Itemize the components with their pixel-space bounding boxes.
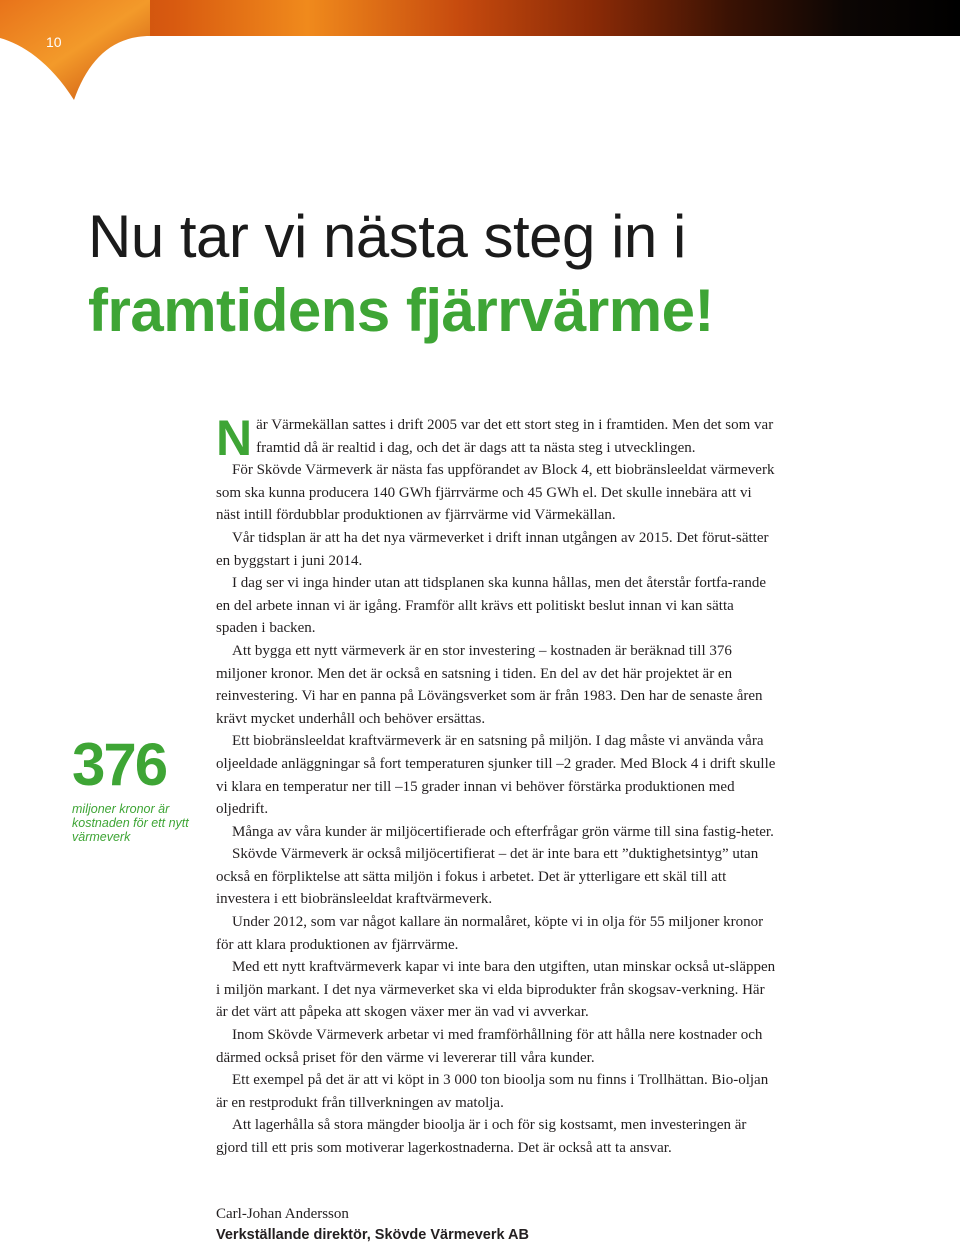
headline-line-2: framtidens fjärrvärme! (88, 277, 714, 344)
signature-name: Carl-Johan Andersson (216, 1206, 349, 1222)
body-paragraph: Att lagerhålla så stora mängder bioolja är i och för sig kostsamt, men investeringen är gjord till ett pris som motiverar lagerkostnaderna. Det är också att ta ansvar. (216, 1117, 747, 1156)
page-number: 10 (46, 34, 62, 50)
headline (88, 200, 908, 348)
signature-title: Verkställande direktör, Skövde Värmeverk AB (216, 1227, 529, 1243)
flame-swoosh-graphic (0, 0, 150, 110)
body-paragraph: Skövde Värmeverk är också miljöcertifierat – det är inte bara ett ”duktighetsintyg” utan också en förpliktelse att sätta miljön i fokus i arbetet. Det är ytterligare ett skäl till att investera i ett biobränsleeldat kraftvärmeverk. (216, 846, 759, 908)
stat-number: 376 (72, 731, 167, 798)
stat-caption: miljoner kronor är kostnaden för ett nytt värmeverk (72, 802, 189, 844)
body-paragraph: Att bygga ett nytt värmeverk är en stor investering – kostnaden är beräknad till 376 miljoner kronor. Men det är också en satsning i tiden. En del av det här projektet är en reinvestering. Vi har en panna på Lövängsverket som är från 1983. Den har de senaste åren krävt mycket underhåll och behöver ersättas. (216, 642, 763, 727)
body-paragraph: För Skövde Värmeverk är nästa fas uppförandet av Block 4, ett biobränsleeldat värmeverk som ska kunna producera 140 GWh fjärrvärme och 45 GWh el. Det skulle innebära att vi näst intill fördubblar produktionen av fjärrvärme vid Värmekällan. (216, 462, 775, 524)
body-paragraph: Många av våra kunder är miljöcertifierade och efterfrågar grön värme till sina fastig-heter. (232, 823, 774, 840)
body-paragraph-text: är Värmekällan sattes i drift 2005 var det ett stort steg in i framtiden. Men det som var framtid då är realtid i dag, och det är dags att ta nästa steg i utvecklingen. (256, 417, 774, 456)
body-paragraph: Vår tidsplan är att ha det nya värmeverket i drift innan utgången av 2015. Det förut-sätter en byggstart i juni 2014. (216, 529, 769, 569)
body-paragraph: Ett exempel på det är att vi köpt in 3 000 ton bioolja som nu finns i Trollhättan. Bio-oljan är en restprodukt från tillverkningen av matolja. (216, 1072, 769, 1111)
body-text (216, 410, 776, 1160)
body-paragraph: Ett biobränsleeldat kraftvärmeverk är en satsning på miljön. I dag måste vi använda våra oljeeldade anläggningar så fort temperaturen sjunker till –2 grader. Med Block 4 i drift skulle vi klara en temperatur ner till –15 grader innan vi behöver förstärka produktionen med oljedrift. (216, 733, 776, 818)
dropcap: N (216, 410, 253, 466)
headline-line-1: Nu tar vi nästa steg in i (88, 203, 686, 270)
body-paragraph: I dag ser vi inga hinder utan att tidsplanen ska kunna hållas, men det återstår fortfa-rande en del arbete innan vi är igång. Framför allt krävs ett politiskt beslut innan vi kan sätta spaden i backen. (216, 575, 766, 637)
body-paragraph: Inom Skövde Värmeverk arbetar vi med framförhållning för att hålla nere kostnader och därmed också priset för den värme vi levererar till våra kunder. (216, 1027, 763, 1066)
body-paragraph (216, 410, 776, 466)
body-paragraph: Under 2012, som var något kallare än normalåret, köpte vi in olja för 55 miljoner kronor för att klara produktionen av fjärrvärme. (216, 914, 764, 953)
body-paragraph: Med ett nytt kraftvärmeverk kapar vi inte bara den utgiften, utan minskar också ut-släppen i miljön markant. I det nya värmeverket ska vi elda biprodukter från skogsav-verkning. Här är det värt att påpeka att skogen växer mer än vad vi avverkar. (216, 959, 776, 1021)
